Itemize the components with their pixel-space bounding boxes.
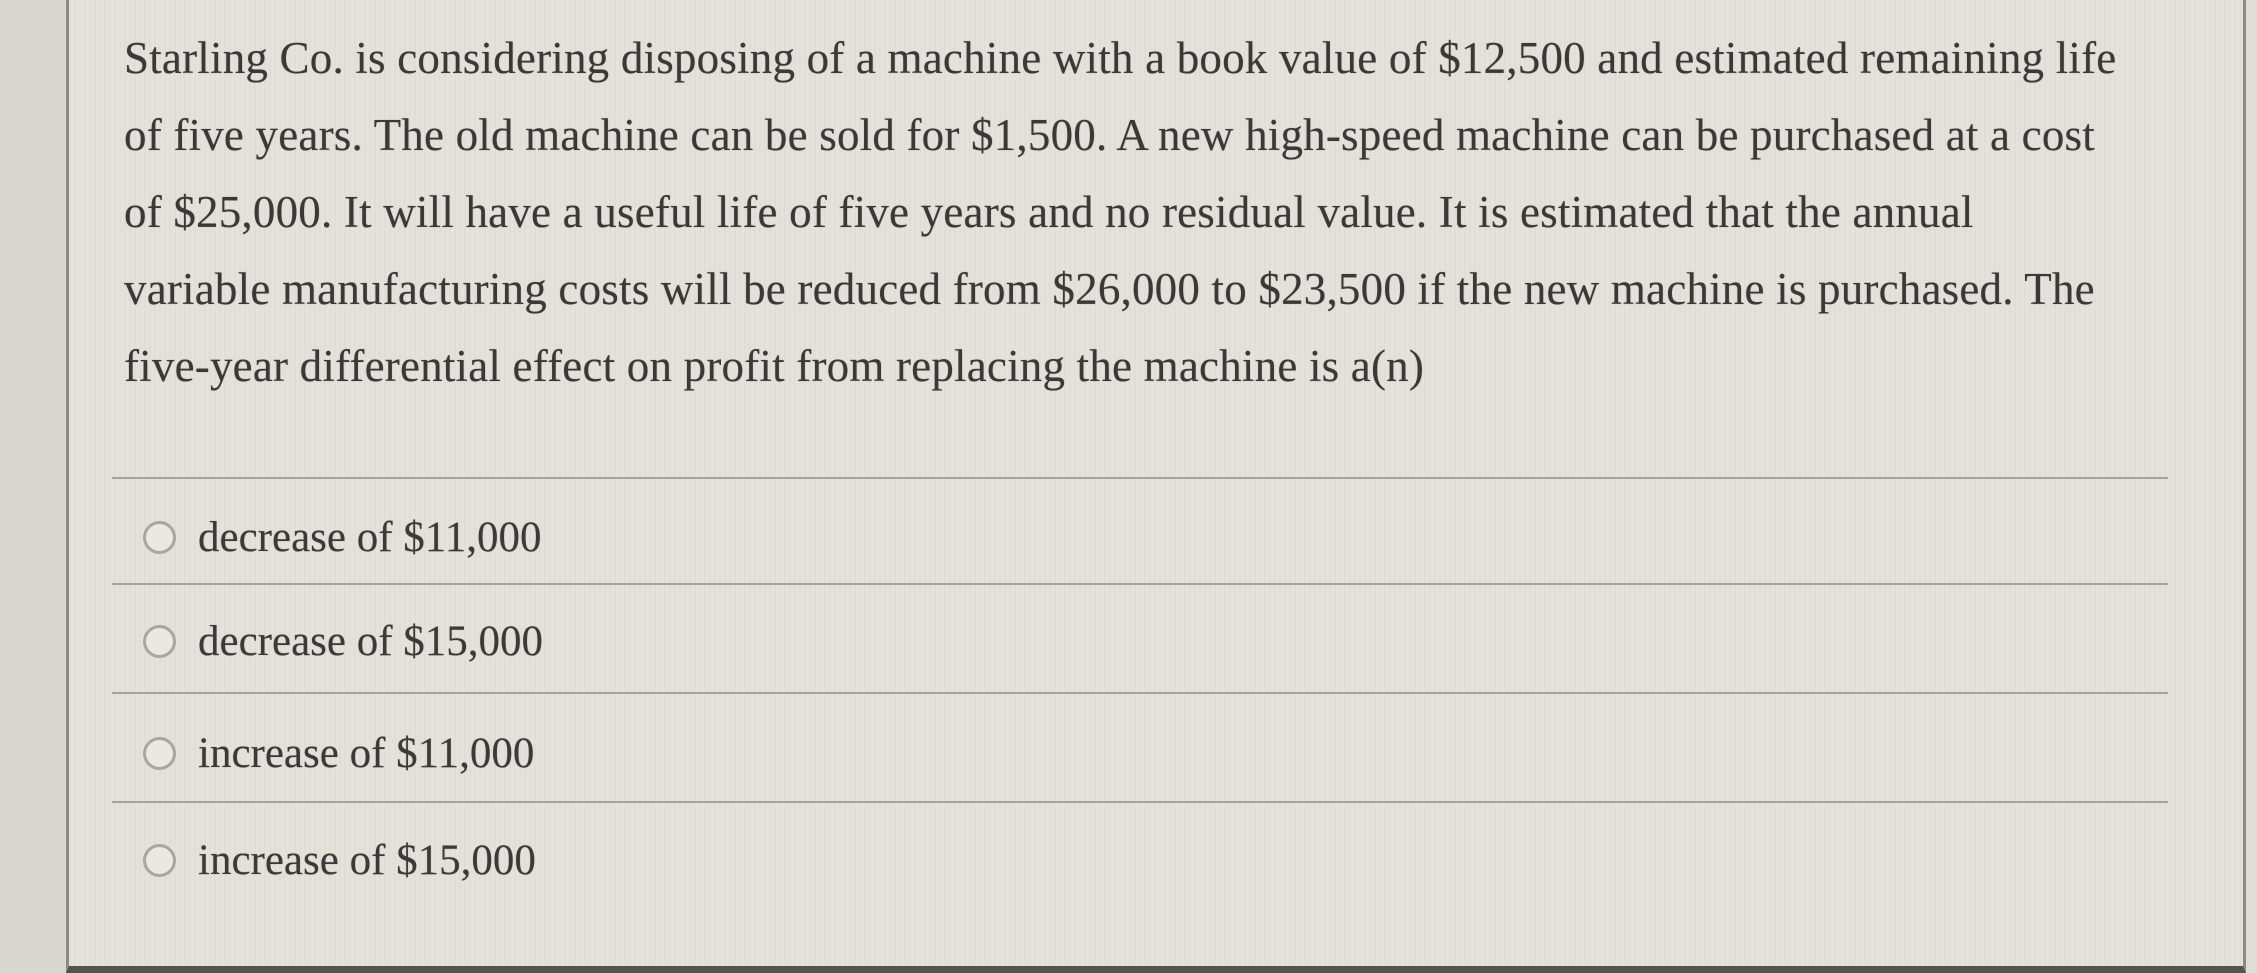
right-margin-area [2246,0,2257,973]
option-divider [112,477,2168,479]
option-divider [112,692,2168,694]
question-text [124,20,2116,405]
answer-option-2[interactable] [143,615,543,667]
answer-option-label: decrease of $15,000 [198,617,544,665]
question-line: Starling Co. is considering disposing of a machine with a book value of $12,500 and estimated remaining life [124,33,2117,83]
question-line: of $25,000. It will have a useful life of five years and no residual value. It is estimated that the annual [124,187,1974,237]
answer-option-4[interactable] [143,834,536,886]
answer-option-3[interactable] [143,727,534,779]
option-divider [112,583,2168,585]
question-line: five-year differential effect on profit from replacing the machine is a(n) [124,341,1425,391]
question-line: variable manufacturing costs will be reduced from $26,000 to $23,500 if the new machine is purchased. The [124,264,2095,314]
radio-unselected-icon[interactable] [143,625,176,658]
option-divider [112,801,2168,803]
radio-unselected-icon[interactable] [143,521,176,554]
radio-unselected-icon[interactable] [143,844,176,877]
answer-option-label: increase of $15,000 [198,836,536,884]
answer-option-label: increase of $11,000 [198,729,535,777]
radio-unselected-icon[interactable] [143,737,176,770]
answer-option-label: decrease of $11,000 [198,513,542,561]
question-line: of five years. The old machine can be sold for $1,500. A new high-speed machine can be purchased at a cost [124,110,2095,160]
answer-option-1[interactable] [143,511,541,563]
